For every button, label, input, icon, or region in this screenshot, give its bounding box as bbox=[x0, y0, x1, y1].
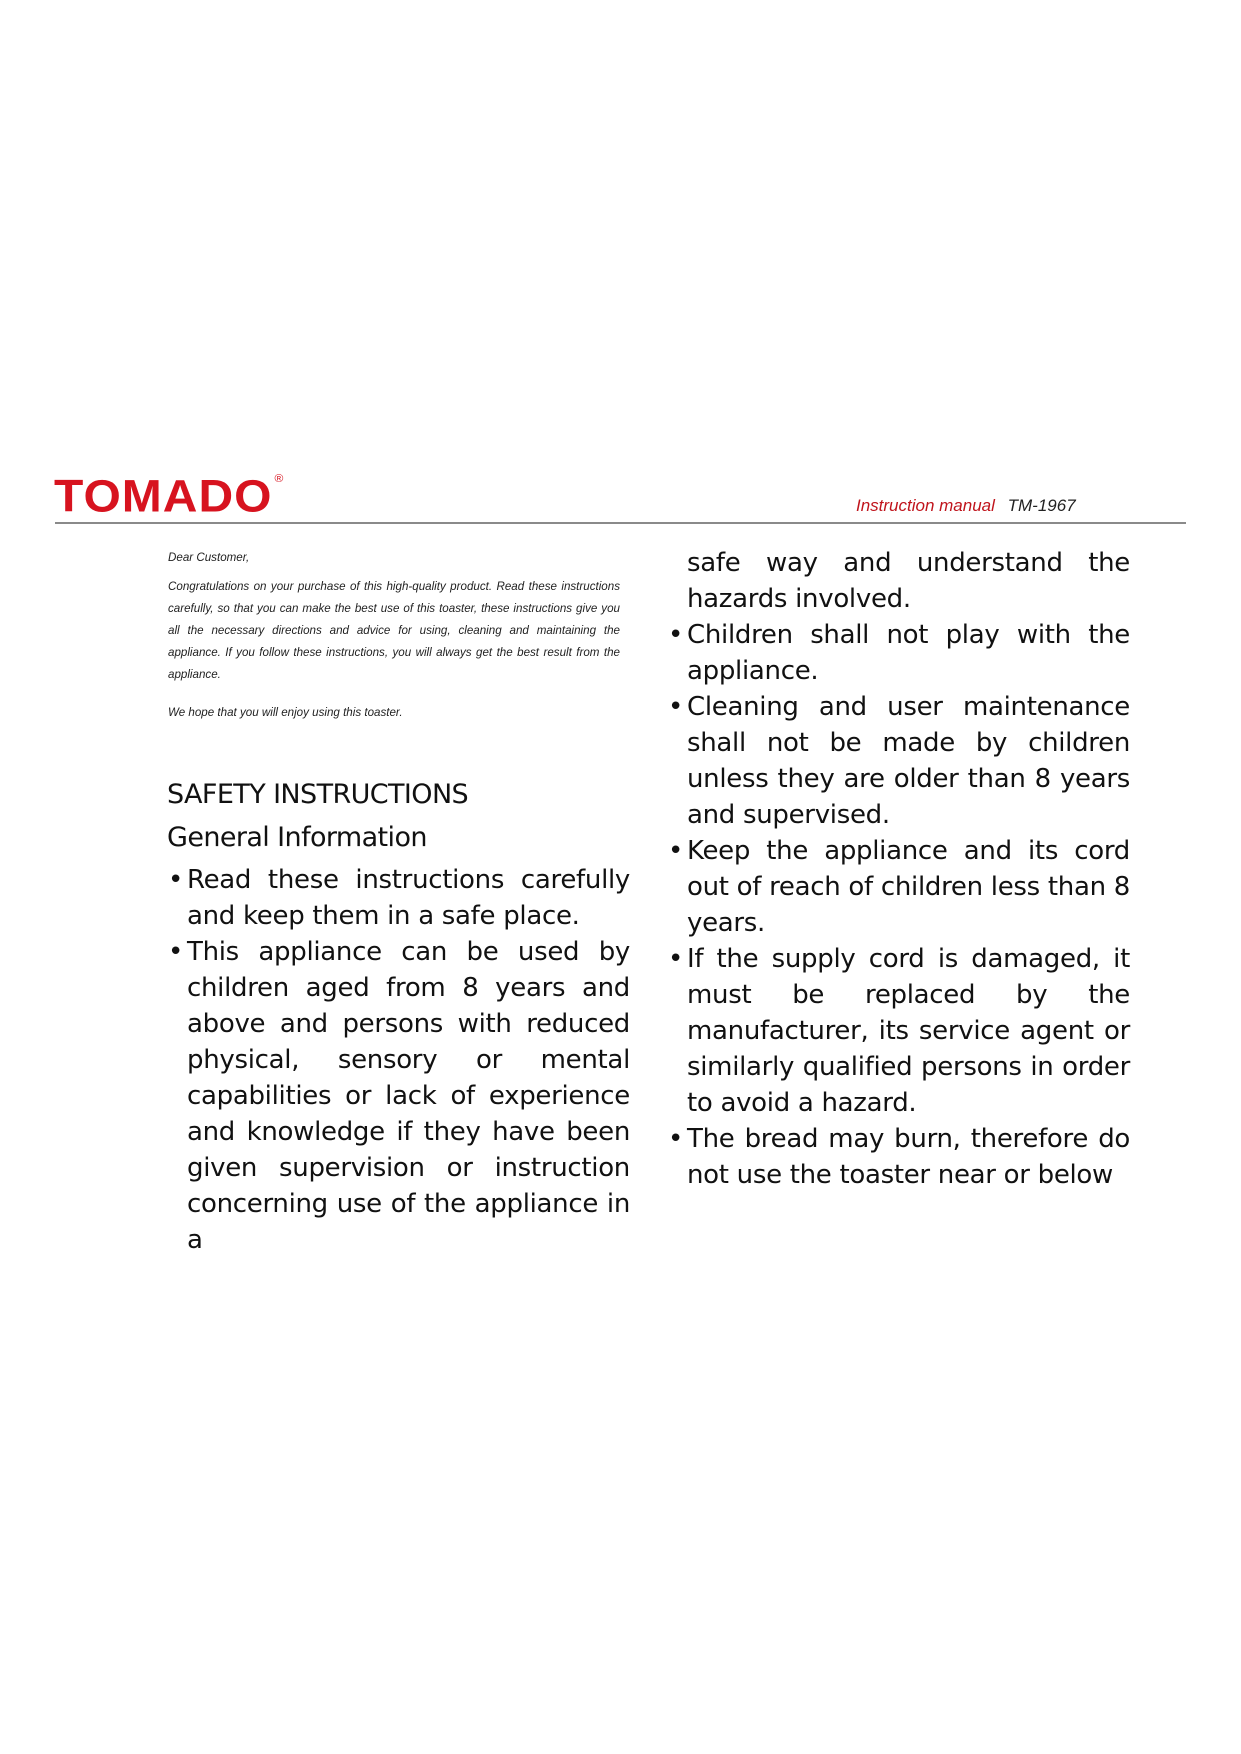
header-divider bbox=[55, 522, 1186, 524]
bullet-icon: • bbox=[168, 865, 184, 895]
header-meta bbox=[856, 497, 1076, 514]
registered-mark: ® bbox=[274, 471, 285, 485]
bullet-icon: • bbox=[668, 836, 684, 866]
list-item bbox=[668, 689, 1130, 833]
list-item bbox=[668, 617, 1130, 689]
right-instruction-list bbox=[668, 617, 1130, 1193]
safety-instructions-heading: SAFETY INSTRUCTIONS bbox=[167, 779, 469, 810]
continued-text: safe way and understand the hazards involved. bbox=[687, 548, 1130, 614]
intro-block bbox=[168, 551, 620, 719]
brand-logo bbox=[54, 471, 285, 522]
list-item bbox=[168, 934, 630, 1258]
brand-name: TOMADO bbox=[54, 471, 273, 522]
bullet-icon: • bbox=[668, 1124, 684, 1154]
list-item-text: Read these instructions carefully and keep them in a safe place. bbox=[187, 865, 630, 931]
intro-closing: We hope that you will enjoy using this toaster. bbox=[168, 706, 403, 719]
bullet-icon: • bbox=[668, 944, 684, 974]
list-item-text: Keep the appliance and its cord out of reach of children less than 8 years. bbox=[687, 836, 1130, 938]
list-item bbox=[168, 862, 630, 934]
bullet-icon: • bbox=[668, 620, 684, 650]
list-item bbox=[668, 1121, 1130, 1193]
manual-label: Instruction manual bbox=[856, 496, 995, 515]
list-item bbox=[668, 941, 1130, 1121]
list-item bbox=[668, 833, 1130, 941]
general-information-heading: General Information bbox=[167, 822, 427, 853]
bullet-icon: • bbox=[668, 692, 684, 722]
intro-greeting: Dear Customer, bbox=[168, 551, 250, 564]
list-item-text: If the supply cord is damaged, it must be replaced by the manufacturer, its service agent or similarly qualified persons in order to avoid a hazard. bbox=[687, 944, 1130, 1118]
list-item-text: This appliance can be used by children aged from 8 years and above and persons with reduced physical, sensory or mental capabilities or lack of experience and knowledge if they have been given supervision or instruction concerning use of the appliance in a bbox=[187, 937, 630, 1255]
bullet-icon: • bbox=[168, 937, 184, 967]
left-instruction-list bbox=[168, 862, 630, 1258]
list-item-text: The bread may burn, therefore do not use the toaster near or below bbox=[687, 1124, 1130, 1190]
list-item-text: Cleaning and user maintenance shall not be made by children unless they are older than 8 years and supervised. bbox=[687, 692, 1130, 830]
intro-body: Congratulations on your purchase of this high-quality product. Read these instructions carefully, so that you can make the best use of this toaster, these instructions give you all the necessary directions and advice for using, cleaning and maintaining the appliance. If you follow these instructions, you will always get the best result from the appliance. bbox=[168, 580, 620, 681]
list-item-text: Children shall not play with the appliance. bbox=[687, 620, 1130, 686]
model-number: TM-1967 bbox=[1007, 496, 1076, 515]
